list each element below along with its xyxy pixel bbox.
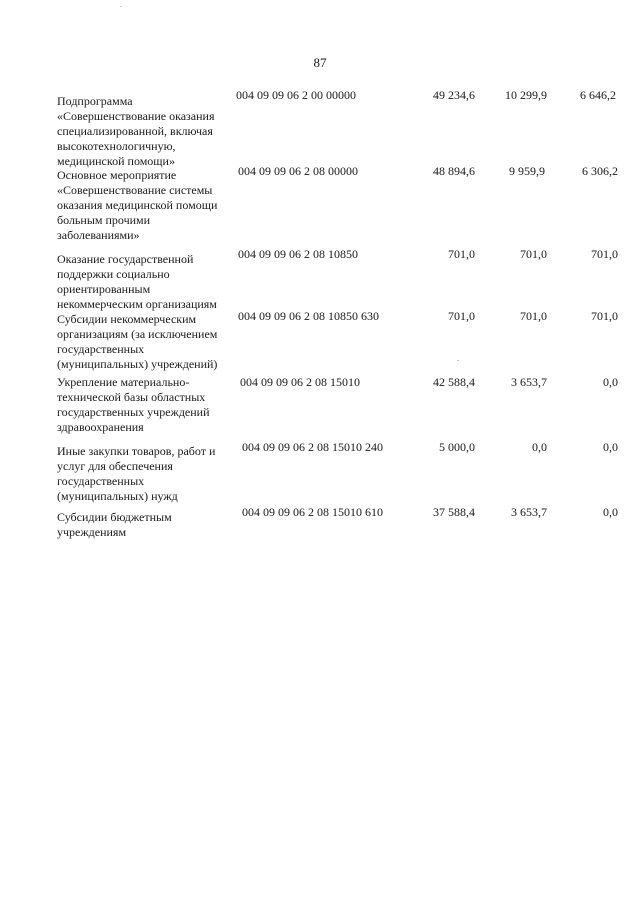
row-value-3: 0,0 [603,505,618,519]
row-value-1: 49 234,6 [433,88,475,102]
row-code: 004 09 09 06 2 08 10850 630 [238,309,379,323]
row-code: 004 09 09 06 2 08 10850 [238,247,358,261]
row-name: Иные закупки товаров, работ и услуг для обеспечения государственных (муниципальных) нужд [57,444,216,503]
row-value-3: 6 646,2 [580,88,616,102]
row-code: 004 09 09 06 2 08 00000 [238,164,358,178]
row-value-2: 3 653,7 [511,505,547,519]
row-value-2: 0,0 [532,440,547,454]
row-value-1: 701,0 [448,309,475,323]
row-code: 004 09 09 06 2 08 15010 610 [242,505,383,519]
row-value-1: 701,0 [448,247,475,261]
row-value-1: 42 588,4 [433,375,475,389]
row-value-3: 0,0 [603,440,618,454]
scan-speck [120,6,122,7]
row-name: Подпрограмма «Совершенствование оказания специализированной, включая высокотехнологичную, медицинской помощи» [57,94,215,168]
row-code: 004 09 09 06 2 08 15010 [240,375,360,389]
row-value-2: 701,0 [520,309,547,323]
row-value-2: 9 959,9 [509,164,545,178]
row-value-3: 0,0 [603,375,618,389]
table-row [0,440,640,505]
row-value-1: 37 588,4 [433,505,475,519]
row-value-3: 6 306,2 [582,164,618,178]
table-row [0,247,640,309]
row-name: Субсидии некоммерческим организациям (за исключением государственных (муниципальных) учреждений) [57,312,218,371]
row-value-2: 10 299,9 [505,88,547,102]
row-name: Субсидии бюджетным учреждениям [57,510,172,539]
table-row [0,164,640,247]
row-value-2: 701,0 [520,247,547,261]
row-value-3: 701,0 [591,309,618,323]
row-name: Основное мероприятие «Совершенствование системы оказания медицинской помощи больным прочими заболеваниями» [57,168,218,242]
row-value-1: 48 894,6 [433,164,475,178]
row-value-2: 3 653,7 [511,375,547,389]
row-value-3: 701,0 [591,247,618,261]
row-value-1: 5 000,0 [439,440,475,454]
budget-table [0,88,640,545]
row-name: Оказание государственной поддержки социально ориентированным некоммерческим организациям [57,252,217,311]
table-row [0,375,640,440]
row-name: Укрепление материально-технической базы областных государственных учреждений здравоохранения [57,375,210,434]
table-row [0,309,640,375]
page-number: 87 [313,55,327,70]
table-row [0,505,640,545]
row-code: 004 09 09 06 2 08 15010 240 [242,440,383,454]
row-code: 004 09 09 06 2 00 00000 [236,88,356,102]
table-row [0,88,640,168]
